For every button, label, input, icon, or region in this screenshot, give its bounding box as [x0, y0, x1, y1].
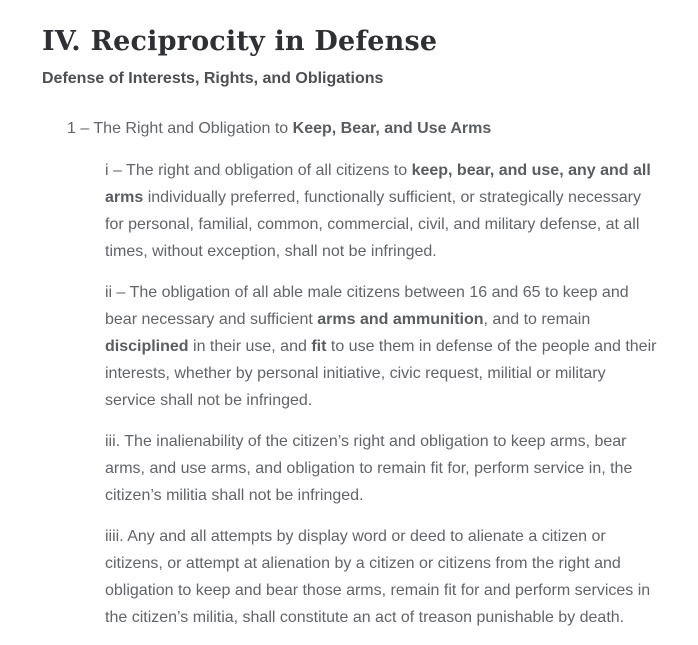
subsection-heading: Defense of Interests, Rights, and Obligations	[42, 70, 384, 87]
clause-iiii: iiii. Any and all attempts by display word or deed to alienate a citizen or citizens, or attempt at alienation by a citizen or citizens from the right and obligation to keep and bear those arms, remain fit for and perform services in the citizen’s militia, shall constitute an act of treason punishable by death.	[105, 528, 651, 626]
clause-list	[42, 115, 660, 631]
clause-i: i – The right and obligation of all citizens to keep, bear, and use, any and all arms individually preferred, functionally sufficient, or strategically necessary for personal, familial, common, commercial, civil, and military defense, at all times, without exception, shall not be infringed.	[105, 162, 651, 260]
section-heading: IV. Reciprocity in Defense	[42, 26, 438, 57]
clause-iii: iii. The inalienability of the citizen’s right and obligation to keep arms, bear arms, and use arms, and obligation to remain fit for, perform service in, the citizen’s militia shall not be infringed.	[105, 433, 633, 504]
clause-ii: ii – The obligation of all able male citizens between 16 and 65 to keep and bear necessary and sufficient arms and ammunition, and to remain disciplined in their use, and fit to use them in defense of the people and their interests, whether by personal initiative, civic request, militial or military service shall not be infringed.	[105, 284, 657, 409]
clause-1: 1 – The Right and Obligation to Keep, Bear, and Use Arms	[67, 120, 492, 137]
